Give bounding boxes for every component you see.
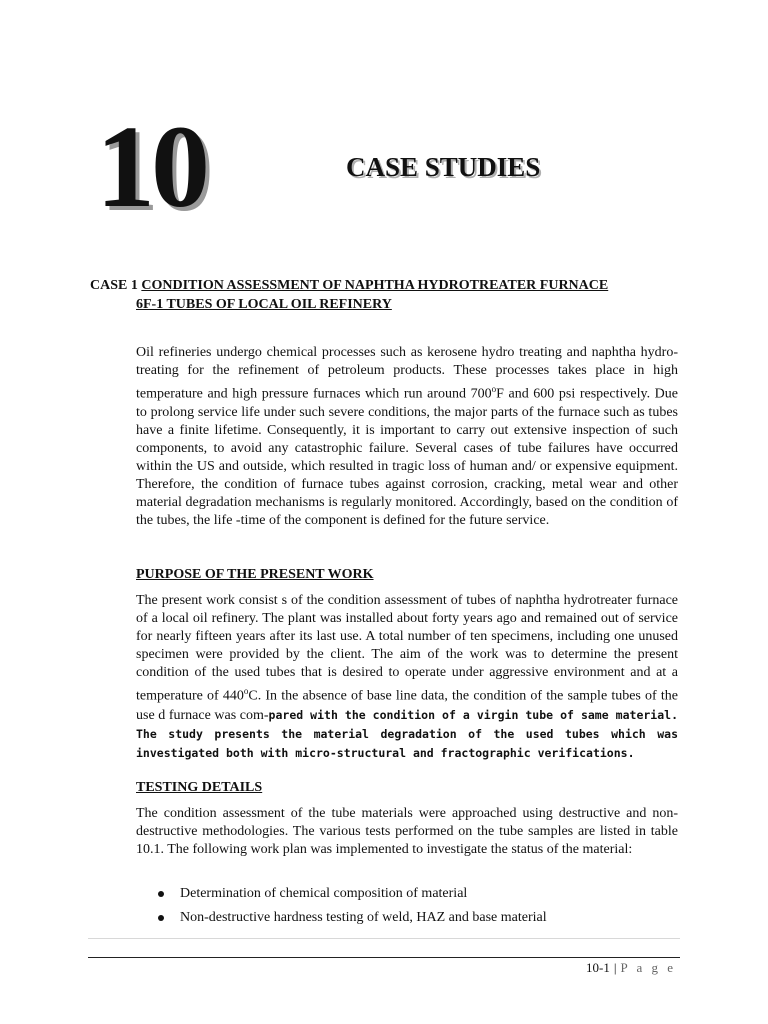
- chapter-number: 10: [96, 101, 206, 232]
- case-heading: [90, 276, 690, 314]
- purpose-paragraph: [136, 592, 678, 763]
- chapter-title: CASE STUDIES: [346, 152, 541, 182]
- page-word: P a g e: [620, 960, 676, 975]
- page-number: [586, 960, 676, 976]
- purpose-text-1: The present work consist s of the condition assessment of tubes of naphtha hydrotreater furnace of a local oil refinery. The plant was installed about forty years ago and remained out of service for nearly fifteen years after its last use. A total number of ten specimens, including one unused specimen were provided by the client. The aim of the work was to determine the present condition of the used tubes that is desired to operate under aggressive environment and at a temperature of 440: [136, 593, 678, 704]
- list-item: [136, 884, 678, 908]
- testing-paragraph: The condition assessment of the tube materials were approached using destructive and non-destructive methodologies. The various tests performed on the tube samples are listed in table 10.1. The following work plan was implemented to investigate the status of the material:: [136, 806, 678, 857]
- case-title-line2: 6F-1 TUBES OF LOCAL OIL REFINERY: [136, 297, 392, 312]
- footer-divider: [88, 957, 680, 958]
- degree-superscript: o: [243, 686, 249, 696]
- purpose-heading: PURPOSE OF THE PRESENT WORK: [136, 567, 374, 582]
- footer-divider-light: [88, 938, 680, 939]
- list-item: [136, 908, 678, 932]
- work-plan-list: [136, 884, 678, 932]
- degree-superscript: o: [491, 384, 497, 394]
- page-separator: |: [613, 960, 617, 975]
- testing-heading: TESTING DETAILS: [136, 780, 263, 795]
- bullet-icon: [158, 891, 164, 897]
- intro-text-2: F and 600 psi respectively. Due to prolong service life under such severe conditions, the major parts of the furnace such as tubes have a finite lifetime. Consequently, it is important to carry out extensive inspection of such components, to avoid any catastrophic failure. Several cases of tube failures have occurred within the US and outside, which resulted in tragic loss of human and/ or expensive equipment. Therefore, the condition of furnace tubes against corrosion, cracking, metal wear and other material degradation mechanisms is regularly monitored. Accordingly, based on the condition of the tubes, the life -time of the component is defined for the future service.: [136, 386, 678, 528]
- list-item-text: Determination of chemical composition of material: [180, 886, 468, 901]
- list-item-text: Non-destructive hardness testing of weld, HAZ and base material: [180, 910, 547, 925]
- case-label: CASE 1: [90, 278, 138, 293]
- intro-paragraph: [136, 344, 678, 530]
- case-title-line1: CONDITION ASSESSMENT OF NAPHTHA HYDROTREATER FURNACE: [141, 278, 609, 293]
- intro-text-1: Oil refineries undergo chemical processes such as kerosene hydro treating and naphtha hydro-treating for the refinement of petroleum products. These processes takes place in high temperature and high pressure furnaces which run around 700: [136, 345, 678, 402]
- purpose-text-3: pared with the condition of a virgin tube of same material. The study presents the material degradation of the used tubes which was investigated both with micro-structural and fractographic verifications.: [136, 707, 678, 760]
- page-number-value: 10-1: [586, 960, 610, 975]
- bullet-icon: [158, 915, 164, 921]
- purpose-text-2: C. In the absence of base line data, the condition of the sample tubes of the use d furnace was com-: [136, 688, 679, 723]
